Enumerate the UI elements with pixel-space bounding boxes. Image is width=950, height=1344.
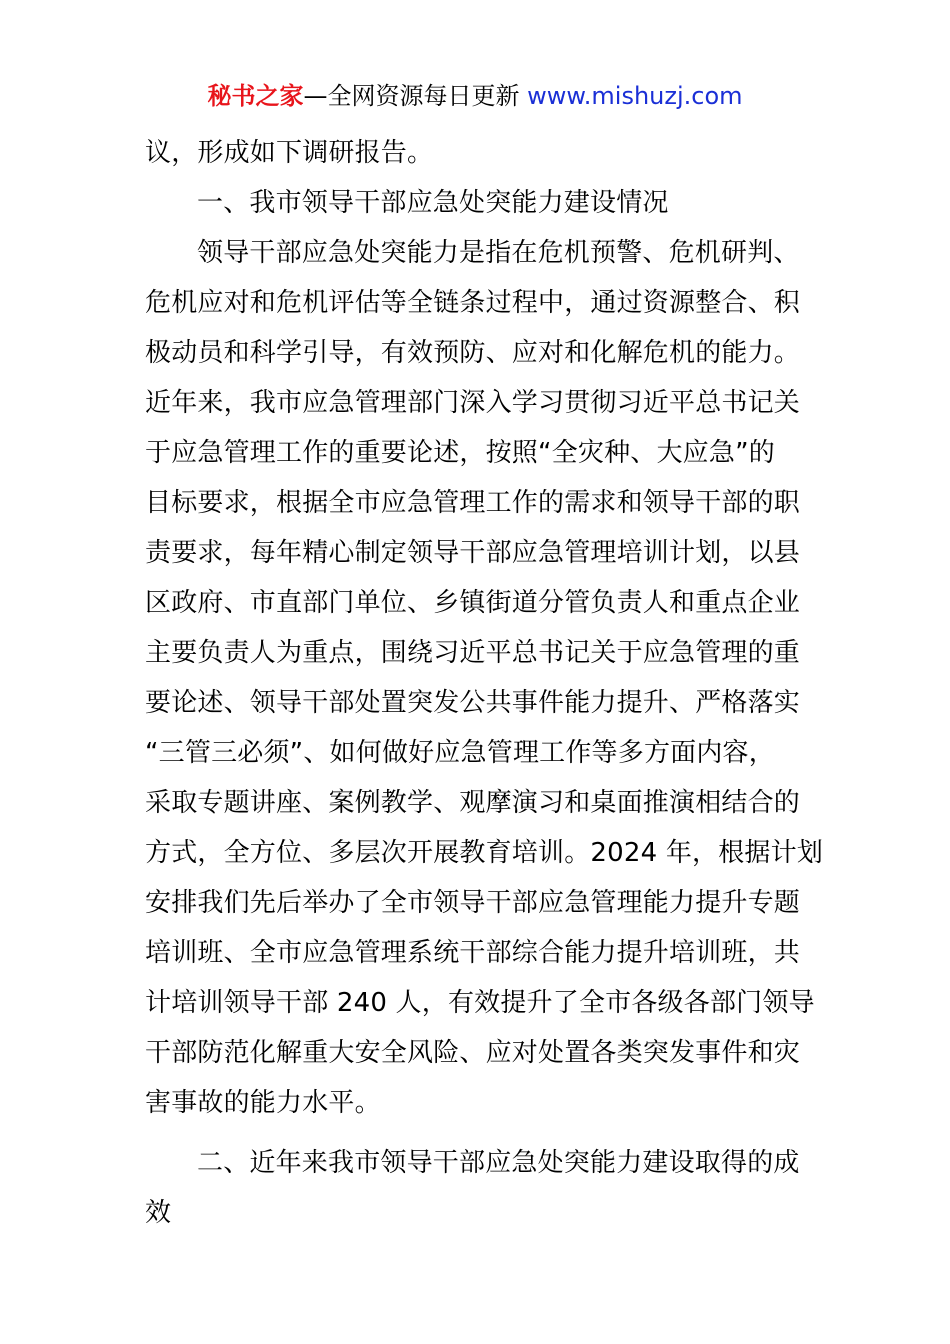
text-line: 效	[145, 1198, 172, 1228]
text-line: 害事故的能力水平。	[145, 1088, 381, 1118]
text-line: 危机应对和危机评估等全链条过程中，通过资源整合、积	[145, 288, 801, 318]
site-url: www.mishuzj.com	[527, 82, 743, 110]
text-line: 采取专题讲座、案例教学、观摩演习和桌面推演相结合的	[145, 788, 801, 818]
header-tagline: —全网资源每日更新	[303, 82, 528, 110]
paragraph-gap	[145, 1128, 807, 1138]
text-line: 方式，全方位、多层次开展教育培训。2024 年，根据计划	[145, 838, 824, 868]
text-line: 培训班、全市应急管理系统干部综合能力提升培训班，共	[145, 938, 801, 968]
text-line: 要论述、领导干部处置突发公共事件能力提升、严格落实	[145, 688, 801, 718]
text-line: 安排我们先后举办了全市领导干部应急管理能力提升专题	[145, 888, 801, 918]
brand-name: 秘书之家	[207, 82, 304, 110]
text-line: 近年来，我市应急管理部门深入学习贯彻习近平总书记关	[145, 388, 801, 418]
page-header	[0, 80, 950, 112]
text-line: “三管三必须”、如何做好应急管理工作等多方面内容，	[145, 738, 775, 768]
text-line: 干部防范化解重大安全风险、应对处置各类突发事件和灾	[145, 1038, 801, 1068]
text-line: 议，形成如下调研报告。	[145, 138, 434, 168]
text-line: 领导干部应急处突能力是指在危机预警、危机研判、	[197, 238, 800, 268]
text-line: 区政府、市直部门单位、乡镇街道分管负责人和重点企业	[145, 588, 801, 618]
section-heading-2: 二、近年来我市领导干部应急处突能力建设取得的成	[197, 1148, 800, 1178]
text-line: 计培训领导干部 240 人，有效提升了全市各级各部门领导	[145, 988, 815, 1018]
text-line: 于应急管理工作的重要论述，按照“全灾种、大应急”的	[145, 438, 775, 468]
text-line: 责要求，每年精心制定领导干部应急管理培训计划，以县	[145, 538, 801, 568]
text-line: 极动员和科学引导，有效预防、应对和化解危机的能力。	[145, 338, 801, 368]
text-line: 目标要求，根据全市应急管理工作的需求和领导干部的职	[145, 488, 801, 518]
section-heading-1: 一、我市领导干部应急处突能力建设情况	[197, 188, 669, 218]
document-body	[145, 128, 824, 1238]
text-line: 主要负责人为重点，围绕习近平总书记关于应急管理的重	[145, 638, 801, 668]
